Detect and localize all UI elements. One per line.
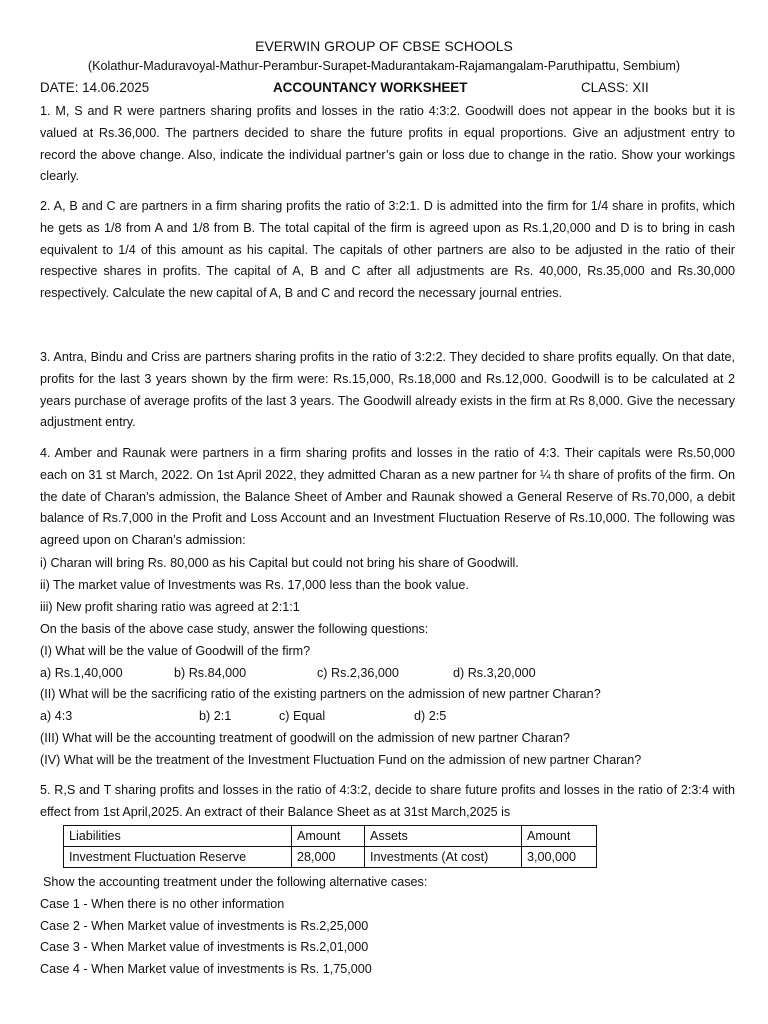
question-5-intro: 5. R,S and T sharing profits and losses in the ratio of 4:3:2, decide to share future profits and losses in the ratio of 2:3:4 with effect from 1st April,2025. An extract of their Balance Sheet as at 31st March,2025 is bbox=[40, 783, 735, 819]
q4-condition-3: iii) New profit sharing ratio was agreed at 2:1:1 bbox=[40, 600, 300, 614]
option-b: b) Rs.84,000 bbox=[174, 666, 247, 680]
question-2: 2. A, B and C are partners in a firm sharing profits the ratio of 3:2:1. D is admitted into the firm for 1/4 share in profits, which he gets as 1/8 from A and 1/8 from B. The total capital of the firm is agreed upon as Rs.1,20,000 and D is to bring in cash equivalent to 1/4 of this amount as his capital. The capitals of other partners are also to be adjusted in the ratio of their respective shares in profits. The capital of A, B and C after all adjustments are Rs. 40,000, Rs.35,000 and Rs.30,000 respectively. Calculate the new capital of A, B and C and record the necessary journal entries. bbox=[40, 199, 735, 301]
q4-condition-2: ii) The market value of Investments was Rs. 17,000 less than the book value. bbox=[40, 578, 469, 592]
question-4-intro: 4. Amber and Raunak were partners in a firm sharing profits and losses in the ratio of 4:3. Their capitals were Rs.50,000 each on 31 st March, 2022. On 1st April 2022, they admitted Charan as a new partner for ¼ th share of profits of the firm. On the date of Charan’s admission, the Balance Sheet of Amber and Raunak showed a General Reserve of Rs.70,000, a debit balance of Rs.7,000 in the Profit and Loss Account and an Investment Fluctuation Reserve of Rs.10,000. The following was agreed upon on Charan’s admission: bbox=[40, 446, 735, 548]
worksheet-date: DATE: 14.06.2025 bbox=[40, 80, 150, 95]
table-row bbox=[64, 847, 597, 868]
question-1: 1. M, S and R were partners sharing profits and losses in the ratio 4:3:2. Goodwill does not appear in the books but it is valued at Rs.36,000. The partners decided to share the future profits in equal proportions. Give an adjustment entry to record the above change. Also, indicate the individual partner’s gain or loss due to change in the ratio. Show your workings clearly. bbox=[40, 104, 735, 184]
option-d: d) 2:5 bbox=[414, 709, 447, 723]
q5-case-4: Case 4 - When Market value of investments is Rs. 1,75,000 bbox=[40, 962, 372, 977]
q4-sub2-options bbox=[40, 709, 740, 729]
balance-sheet-extract bbox=[63, 825, 597, 868]
cell-liability-amount: 28,000 bbox=[292, 847, 365, 868]
cell-asset-amount: 3,00,000 bbox=[522, 847, 597, 868]
option-a: a) Rs.1,40,000 bbox=[40, 666, 123, 680]
q5-case-3: Case 3 - When Market value of investments is Rs.2,01,000 bbox=[40, 940, 369, 955]
worksheet-meta-row bbox=[40, 80, 740, 98]
option-a: a) 4:3 bbox=[40, 709, 73, 723]
header-assets: Assets bbox=[365, 826, 522, 847]
worksheet-title: ACCOUNTANCY WORKSHEET bbox=[273, 80, 468, 95]
q5-case-1: Case 1 - When there is no other information bbox=[40, 896, 285, 911]
q4-sub-question-4: (IV) What will be the treatment of the Investment Fluctuation Fund on the admission of new partner Charan? bbox=[40, 753, 642, 767]
header-amount: Amount bbox=[292, 826, 365, 847]
q4-case-line: On the basis of the above case study, answer the following questions: bbox=[40, 622, 429, 636]
q5-case-2: Case 2 - When Market value of investments is Rs.2,25,000 bbox=[40, 918, 369, 933]
cell-asset: Investments (At cost) bbox=[365, 847, 522, 868]
school-name: EVERWIN GROUP OF CBSE SCHOOLS bbox=[255, 38, 513, 54]
option-c: c) Rs.2,36,000 bbox=[317, 666, 399, 680]
option-d: d) Rs.3,20,000 bbox=[453, 666, 536, 680]
school-branches: (Kolathur-Maduravoyal-Mathur-Perambur-Surapet-Madurantakam-Rajamangalam-Paruthipattu, Sembium) bbox=[87, 59, 681, 73]
option-b: b) 2:1 bbox=[199, 709, 232, 723]
q4-sub1-options bbox=[40, 666, 740, 686]
q4-condition-1: i) Charan will bring Rs. 80,000 as his Capital but could not bring his share of Goodwill. bbox=[40, 556, 519, 570]
worksheet-class: CLASS: XII bbox=[581, 80, 649, 95]
q5-prompt: Show the accounting treatment under the following alternative cases: bbox=[43, 875, 428, 889]
header-amount: Amount bbox=[522, 826, 597, 847]
q4-sub-question-2: (II) What will be the sacrificing ratio of the existing partners on the admission of new partner Charan? bbox=[40, 687, 601, 701]
option-c: c) Equal bbox=[279, 709, 326, 723]
question-3: 3. Antra, Bindu and Criss are partners sharing profits in the ratio of 3:2:2. They decided to share profits equally. On that date, profits for the last 3 years shown by the firm were: Rs.15,000, Rs.18,000 and Rs.12,000. Goodwill is to be calculated at 2 years purchase of average profits of the last 3 years. The Goodwill already exists in the firm at Rs 8,000. Give the necessary adjustment entry. bbox=[40, 350, 735, 430]
q4-sub-question-1: (I) What will be the value of Goodwill of the firm? bbox=[40, 644, 311, 658]
q4-sub-question-3: (III) What will be the accounting treatment of goodwill on the admission of new partner Charan? bbox=[40, 731, 570, 745]
header-liabilities: Liabilities bbox=[64, 826, 292, 847]
table-header-row bbox=[64, 826, 597, 847]
cell-liability: Investment Fluctuation Reserve bbox=[64, 847, 292, 868]
q5-cases bbox=[40, 872, 427, 981]
